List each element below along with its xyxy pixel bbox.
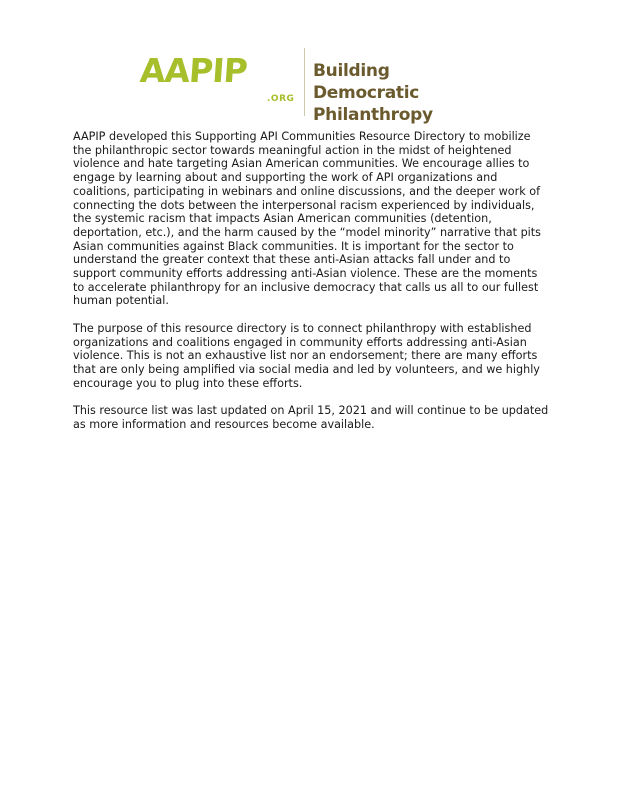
purpose-paragraph: The purpose of this resource directory is to connect philanthropy with established organizations and coalitions engaged in community efforts addressing anti-Asian violence. This is not an exhaustive list nor an endorsement; there are many efforts that are only being amplified via social media and led by volunteers, and we highly encourage you to plug into these efforts. bbox=[73, 321, 540, 390]
header bbox=[136, 48, 496, 125]
intro-paragraph: AAPIP developed this Supporting API Communities Resource Directory to mobilize the philanthropic sector towards meaningful action in the midst of heightened violence and hate targeting Asian American communities. We encourage allies to engage by learning about and supporting the work of API organizations and coalitions, participating in webinars and online discussions, and the deeper work of connecting the dots between the interpersonal racism experienced by individuals, the systemic racism that impacts Asian American communities (detention, deportation, etc.), and the harm caused by the “model minority” narrative that pits Asian communities against Black communities. It is important for the sector to understand the greater context that these anti-Asian attacks fall under and to support community efforts addressing anti-Asian violence. These are the moments to accelerate philanthropy for an inclusive democracy that calls us all to our fullest human potential. bbox=[73, 130, 542, 308]
tagline-line-2: Philanthropy bbox=[313, 105, 433, 125]
logo-divider bbox=[304, 48, 305, 116]
logo-wordmark: AAPIP bbox=[138, 51, 249, 90]
tagline-line-1: Building Democratic bbox=[313, 61, 419, 103]
document-body bbox=[73, 130, 549, 445]
logo-org-suffix: .ORG bbox=[267, 94, 295, 104]
tagline bbox=[313, 60, 496, 126]
update-note-paragraph: This resource list was last updated on April 15, 2021 and will continue to be updated as more information and resources become available. bbox=[73, 404, 549, 431]
aapip-logo[interactable] bbox=[136, 48, 296, 110]
